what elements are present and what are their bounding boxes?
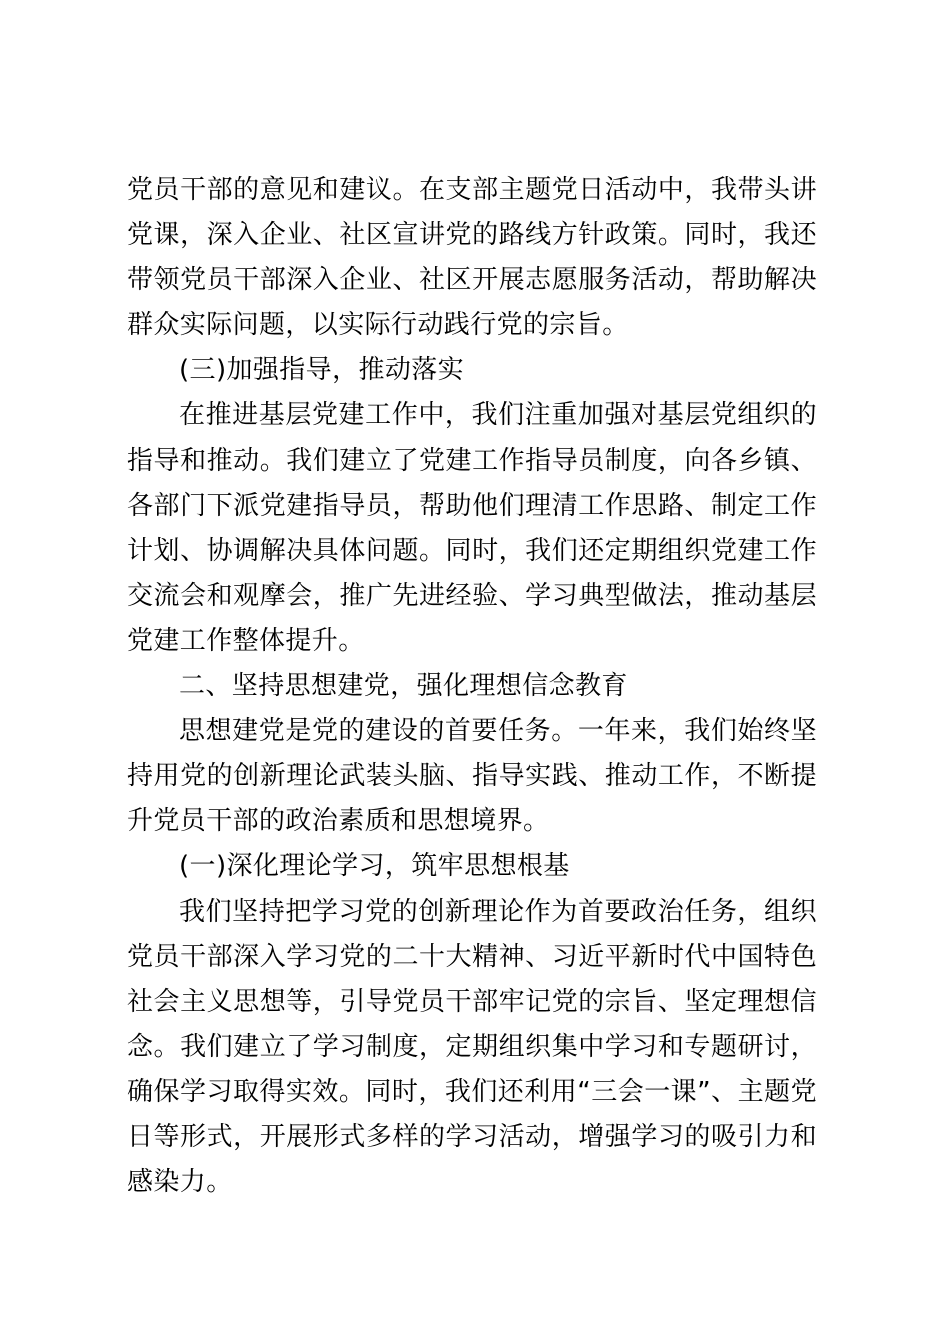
paragraph-guidance: 在推进基层党建工作中，我们注重加强对基层党组织的指导和推动。我们建立了党建工作指导员制度，向各乡镇、各部门下派党建指导员，帮助他们理清工作思路、制定工作计划、协调解决具体问题。同时，我们还定期组织党建工作交流会和观摩会，推广先进经验、学习典型做法，推动基层党建工作整体提升。 <box>127 400 817 656</box>
paragraph-ideological-building: 思想建党是党的建设的首要任务。一年来，我们始终坚持用党的创新理论武装头脑、指导实践、推动工作，不断提升党员干部的政治素质和思想境界。 <box>127 716 817 837</box>
section-heading-ideological-party-building: 二、坚持思想建党，强化理想信念教育 <box>179 671 628 702</box>
section-heading-theory-study: (一)深化理论学习，筑牢思想根基 <box>179 851 570 882</box>
paragraph-continuation: 党员干部的意见和建议。在支部主题党日活动中，我带头讲党课，深入企业、社区宣讲党的路线方针政策。同时，我还带领党员干部深入企业、社区开展志愿服务活动，帮助解决群众实际问题，以实际行动践行党的宗旨。 <box>127 175 817 341</box>
section-heading-strengthen-guidance: (三)加强指导，推动落实 <box>179 355 465 386</box>
document-body <box>127 168 817 1205</box>
paragraph-theory-study: 我们坚持把学习党的创新理论作为首要政治任务，组织党员干部深入学习党的二十大精神、习近平新时代中国特色社会主义思想等，引导党员干部牢记党的宗旨、坚定理想信念。我们建立了学习制度，定期组织集中学习和专题研讨，确保学习取得实效。同时，我们还利用“三会一课”、主题党日等形式，开展形式多样的学习活动，增强学习的吸引力和感染力。 <box>127 896 817 1198</box>
